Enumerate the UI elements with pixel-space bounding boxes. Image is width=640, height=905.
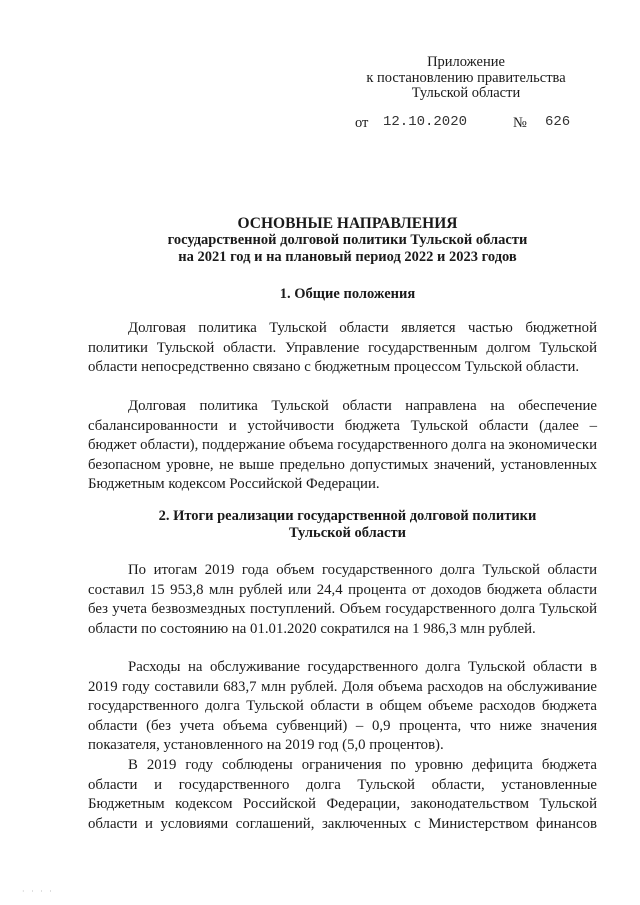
decree-from-label: от bbox=[355, 115, 369, 131]
annex-line-2: к постановлению правительства bbox=[366, 69, 566, 86]
section-2-paragraph-3-text: В 2019 году соблюдены ограничения по уровню дефицита бюджета области и государственного долга Тульской области, установленные Бюджетным кодексом Российской Федерации, законодательством Тульской области и условиями соглашений, заключенных с Министерством финансов bbox=[88, 757, 597, 832]
section-1-heading: 1. Общие положения bbox=[279, 286, 416, 302]
scan-artifact: · · · · bbox=[22, 887, 54, 896]
title-line-2: государственной долговой политики Тульской области bbox=[167, 232, 528, 248]
section-2-paragraph-3 bbox=[88, 756, 597, 834]
decree-number-label: № bbox=[513, 115, 527, 131]
annex-line-1: Приложение bbox=[427, 54, 505, 70]
section-1-paragraph-1 bbox=[88, 319, 597, 378]
decree-number: 626 bbox=[545, 114, 571, 130]
section-2-paragraph-2-text: Расходы на обслуживание государственного долга Тульской области в 2019 году составили 683,7 млн рублей. Доля объема расходов на обслуживание государственного долга Тульской области в общем объеме расходов бюджета области (без учета объема субвенций) – 0,9 процента, что ниже значения показателя, установленного на 2019 год (5,0 процентов). bbox=[88, 659, 597, 754]
section-1-paragraph-1-text: Долговая политика Тульской области является частью бюджетной политики Тульской области. Управление государственным долгом Тульской области непосредственно связано с бюджетным процессом Тульской области. bbox=[88, 320, 597, 376]
annex-line-3: Тульской области bbox=[411, 85, 521, 101]
document-title bbox=[60, 215, 635, 266]
section-2-paragraph-1-text: По итогам 2019 года объем государственного долга Тульской области составил 15 953,8 млн рублей или 24,4 процента от доходов бюджета области без учета безвозмездных поступлений. Объем государственного долга Тульской области по состоянию на 01.01.2020 сократился на 1 986,3 млн рублей. bbox=[88, 562, 597, 637]
title-line-3: на 2021 год и на плановый период 2022 и 2023 годов bbox=[178, 249, 517, 265]
section-2-paragraph-1 bbox=[88, 561, 597, 639]
section-2-heading-line-2: Тульской области bbox=[289, 525, 406, 541]
decree-date: 12.10.2020 bbox=[383, 114, 468, 130]
section-2-heading-line-1: 2. Итоги реализации государственной долговой политики bbox=[158, 508, 537, 524]
section-2-paragraph-2 bbox=[88, 658, 597, 756]
section-1-paragraph-2 bbox=[88, 397, 597, 495]
section-1-paragraph-2-text: Долговая политика Тульской области направлена на обеспечение сбалансированности и устойчивости бюджета Тульской области (далее – бюджет области), поддержание объема государственного долга на экономически безопасном уровне, не выше предельно допустимых значений, установленных Бюджетным кодексом Российской Федерации. bbox=[88, 398, 597, 493]
section-2-heading bbox=[60, 508, 635, 542]
annex-header bbox=[356, 55, 576, 102]
title-main: ОСНОВНЫЕ НАПРАВЛЕНИЯ bbox=[237, 215, 458, 232]
